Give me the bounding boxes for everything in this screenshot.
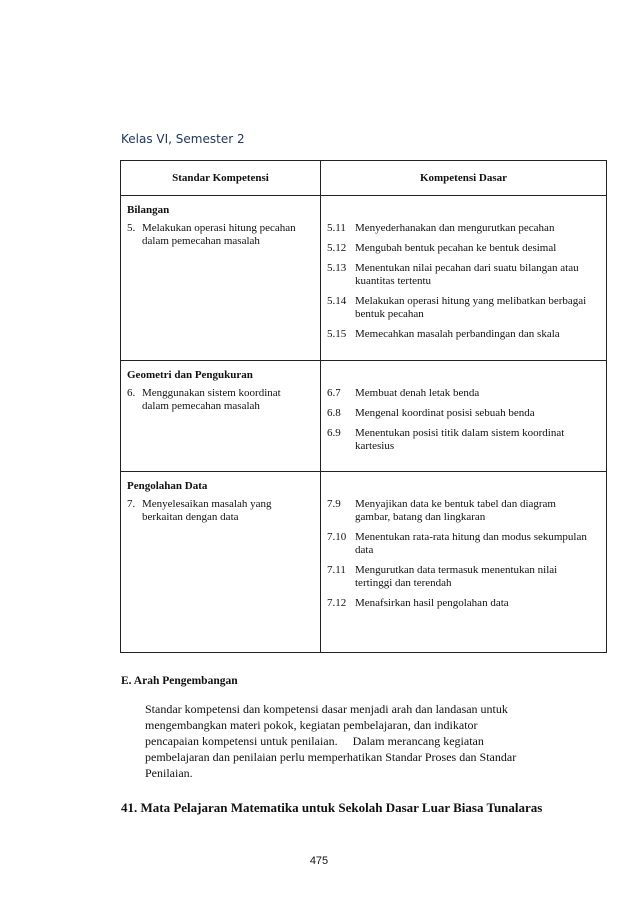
- class-semester-heading: Kelas VI, Semester 2: [121, 132, 245, 146]
- kompetensi-dasar-item: [327, 295, 601, 321]
- item-text-line: Menafsirkan hasil pengolahan data: [355, 597, 509, 609]
- item-text-line: dalam pemecahan masalah: [142, 400, 260, 412]
- group-title: Bilangan: [127, 204, 170, 216]
- item-text-line: Memecahkan masalah perbandingan dan skala: [355, 328, 560, 340]
- table-row: [121, 196, 607, 361]
- kompetensi-dasar-item: [327, 597, 601, 610]
- standar-kompetensi-cell: [121, 361, 321, 472]
- paragraph-line: Standar kompetensi dan kompetensi dasar menjadi arah dan landasan untuk: [145, 702, 508, 716]
- kompetensi-dasar-item: [327, 498, 601, 524]
- item-number: 5.13: [327, 262, 347, 274]
- item-text-line: Menyederhanakan dan mengurutkan pecahan: [355, 222, 555, 234]
- kompetensi-dasar-cell: [321, 196, 607, 361]
- item-number: 6.9: [327, 427, 341, 439]
- item-number: 5.11: [327, 222, 346, 234]
- item-number: 5.14: [327, 295, 347, 307]
- kompetensi-dasar-item: [327, 328, 601, 341]
- competency-table: [120, 160, 607, 653]
- standar-kompetensi-cell: [121, 472, 321, 653]
- kompetensi-dasar-item: [327, 387, 601, 400]
- item-text-line: Melakukan operasi hitung yang melibatkan berbagai: [355, 295, 587, 307]
- item-number: 5.12: [327, 242, 347, 254]
- group-title: Geometri dan Pengukuran: [127, 369, 253, 381]
- standar-kompetensi-item: [127, 498, 315, 524]
- standar-kompetensi-item: [127, 387, 315, 413]
- item-text-line: Mengenal koordinat posisi sebuah benda: [355, 407, 535, 419]
- kompetensi-dasar-item: [327, 407, 601, 420]
- item-text-line: Melakukan operasi hitung pecahan: [142, 222, 296, 234]
- section-e-paragraph: [145, 701, 565, 781]
- item-number: 5.: [127, 222, 136, 234]
- item-number: 6.7: [327, 387, 341, 399]
- header-standar-kompetensi: Standar Kompetensi: [121, 161, 321, 196]
- item-text-line: kuantitas tertentu: [355, 275, 432, 287]
- item-text-line: berkaitan dengan data: [142, 511, 239, 523]
- item-text-line: Menentukan posisi titik dalam sistem koordinat: [355, 427, 565, 439]
- kompetensi-dasar-item: [327, 242, 601, 255]
- item-text-line: Menentukan rata-rata hitung dan modus sekumpulan: [355, 531, 587, 543]
- kompetensi-dasar-cell: [321, 472, 607, 653]
- paragraph-line: Penilaian.: [145, 766, 193, 780]
- item-text-line: Menyajikan data ke bentuk tabel dan diagram: [355, 498, 556, 510]
- item-number: 7.10: [327, 531, 347, 543]
- paragraph-line: pencapaian kompetensi untuk penilaian. Dalam merancang kegiatan: [145, 734, 484, 748]
- kompetensi-dasar-item: [327, 427, 601, 453]
- item-text-line: data: [355, 544, 374, 556]
- standar-kompetensi-item: [127, 222, 315, 248]
- item-text-line: Mengurutkan data termasuk menentukan nilai: [355, 564, 558, 576]
- item-text-line: bentuk pecahan: [355, 308, 424, 320]
- item-text-line: kartesius: [355, 440, 395, 452]
- table-row: [121, 361, 607, 472]
- page-number: 475: [309, 855, 329, 867]
- table-header-row: [121, 161, 607, 196]
- item-number: 6.8: [327, 407, 341, 419]
- kompetensi-dasar-item: [327, 531, 601, 557]
- kompetensi-dasar-item: [327, 262, 601, 288]
- kompetensi-dasar-item: [327, 564, 601, 590]
- standar-kompetensi-cell: [121, 196, 321, 361]
- item-number: 7.12: [327, 597, 347, 609]
- kompetensi-dasar-item: [327, 222, 601, 235]
- item-text-line: Mengubah bentuk pecahan ke bentuk desimal: [355, 242, 557, 254]
- item-text-line: Menggunakan sistem koordinat: [142, 387, 281, 399]
- item-text-line: Menyelesaikan masalah yang: [142, 498, 272, 510]
- item-text-line: dalam pemecahan masalah: [142, 235, 260, 247]
- item-number: 7.11: [327, 564, 346, 576]
- section-41-title: 41. Mata Pelajaran Matematika untuk Sekolah Dasar Luar Biasa Tunalaras: [121, 800, 543, 815]
- kompetensi-dasar-cell: [321, 361, 607, 472]
- item-number: 5.15: [327, 328, 347, 340]
- table-row: [121, 472, 607, 653]
- paragraph-line: pembelajaran dan penilaian perlu memperhatikan Standar Proses dan Standar: [145, 750, 517, 764]
- group-title: Pengolahan Data: [127, 480, 208, 492]
- item-number: 6.: [127, 387, 136, 399]
- item-number: 7.9: [327, 498, 341, 510]
- section-e-title: E. Arah Pengembangan: [121, 675, 238, 687]
- item-text-line: tertinggi dan terendah: [355, 577, 452, 589]
- paragraph-line: mengembangkan materi pokok, kegiatan pembelajaran, dan indikator: [145, 718, 478, 732]
- item-text-line: Menentukan nilai pecahan dari suatu bilangan atau: [355, 262, 579, 274]
- item-number: 7.: [127, 498, 136, 510]
- item-text-line: gambar, batang dan lingkaran: [355, 511, 486, 523]
- item-text-line: Membuat denah letak benda: [355, 387, 480, 399]
- header-kompetensi-dasar: Kompetensi Dasar: [321, 161, 607, 196]
